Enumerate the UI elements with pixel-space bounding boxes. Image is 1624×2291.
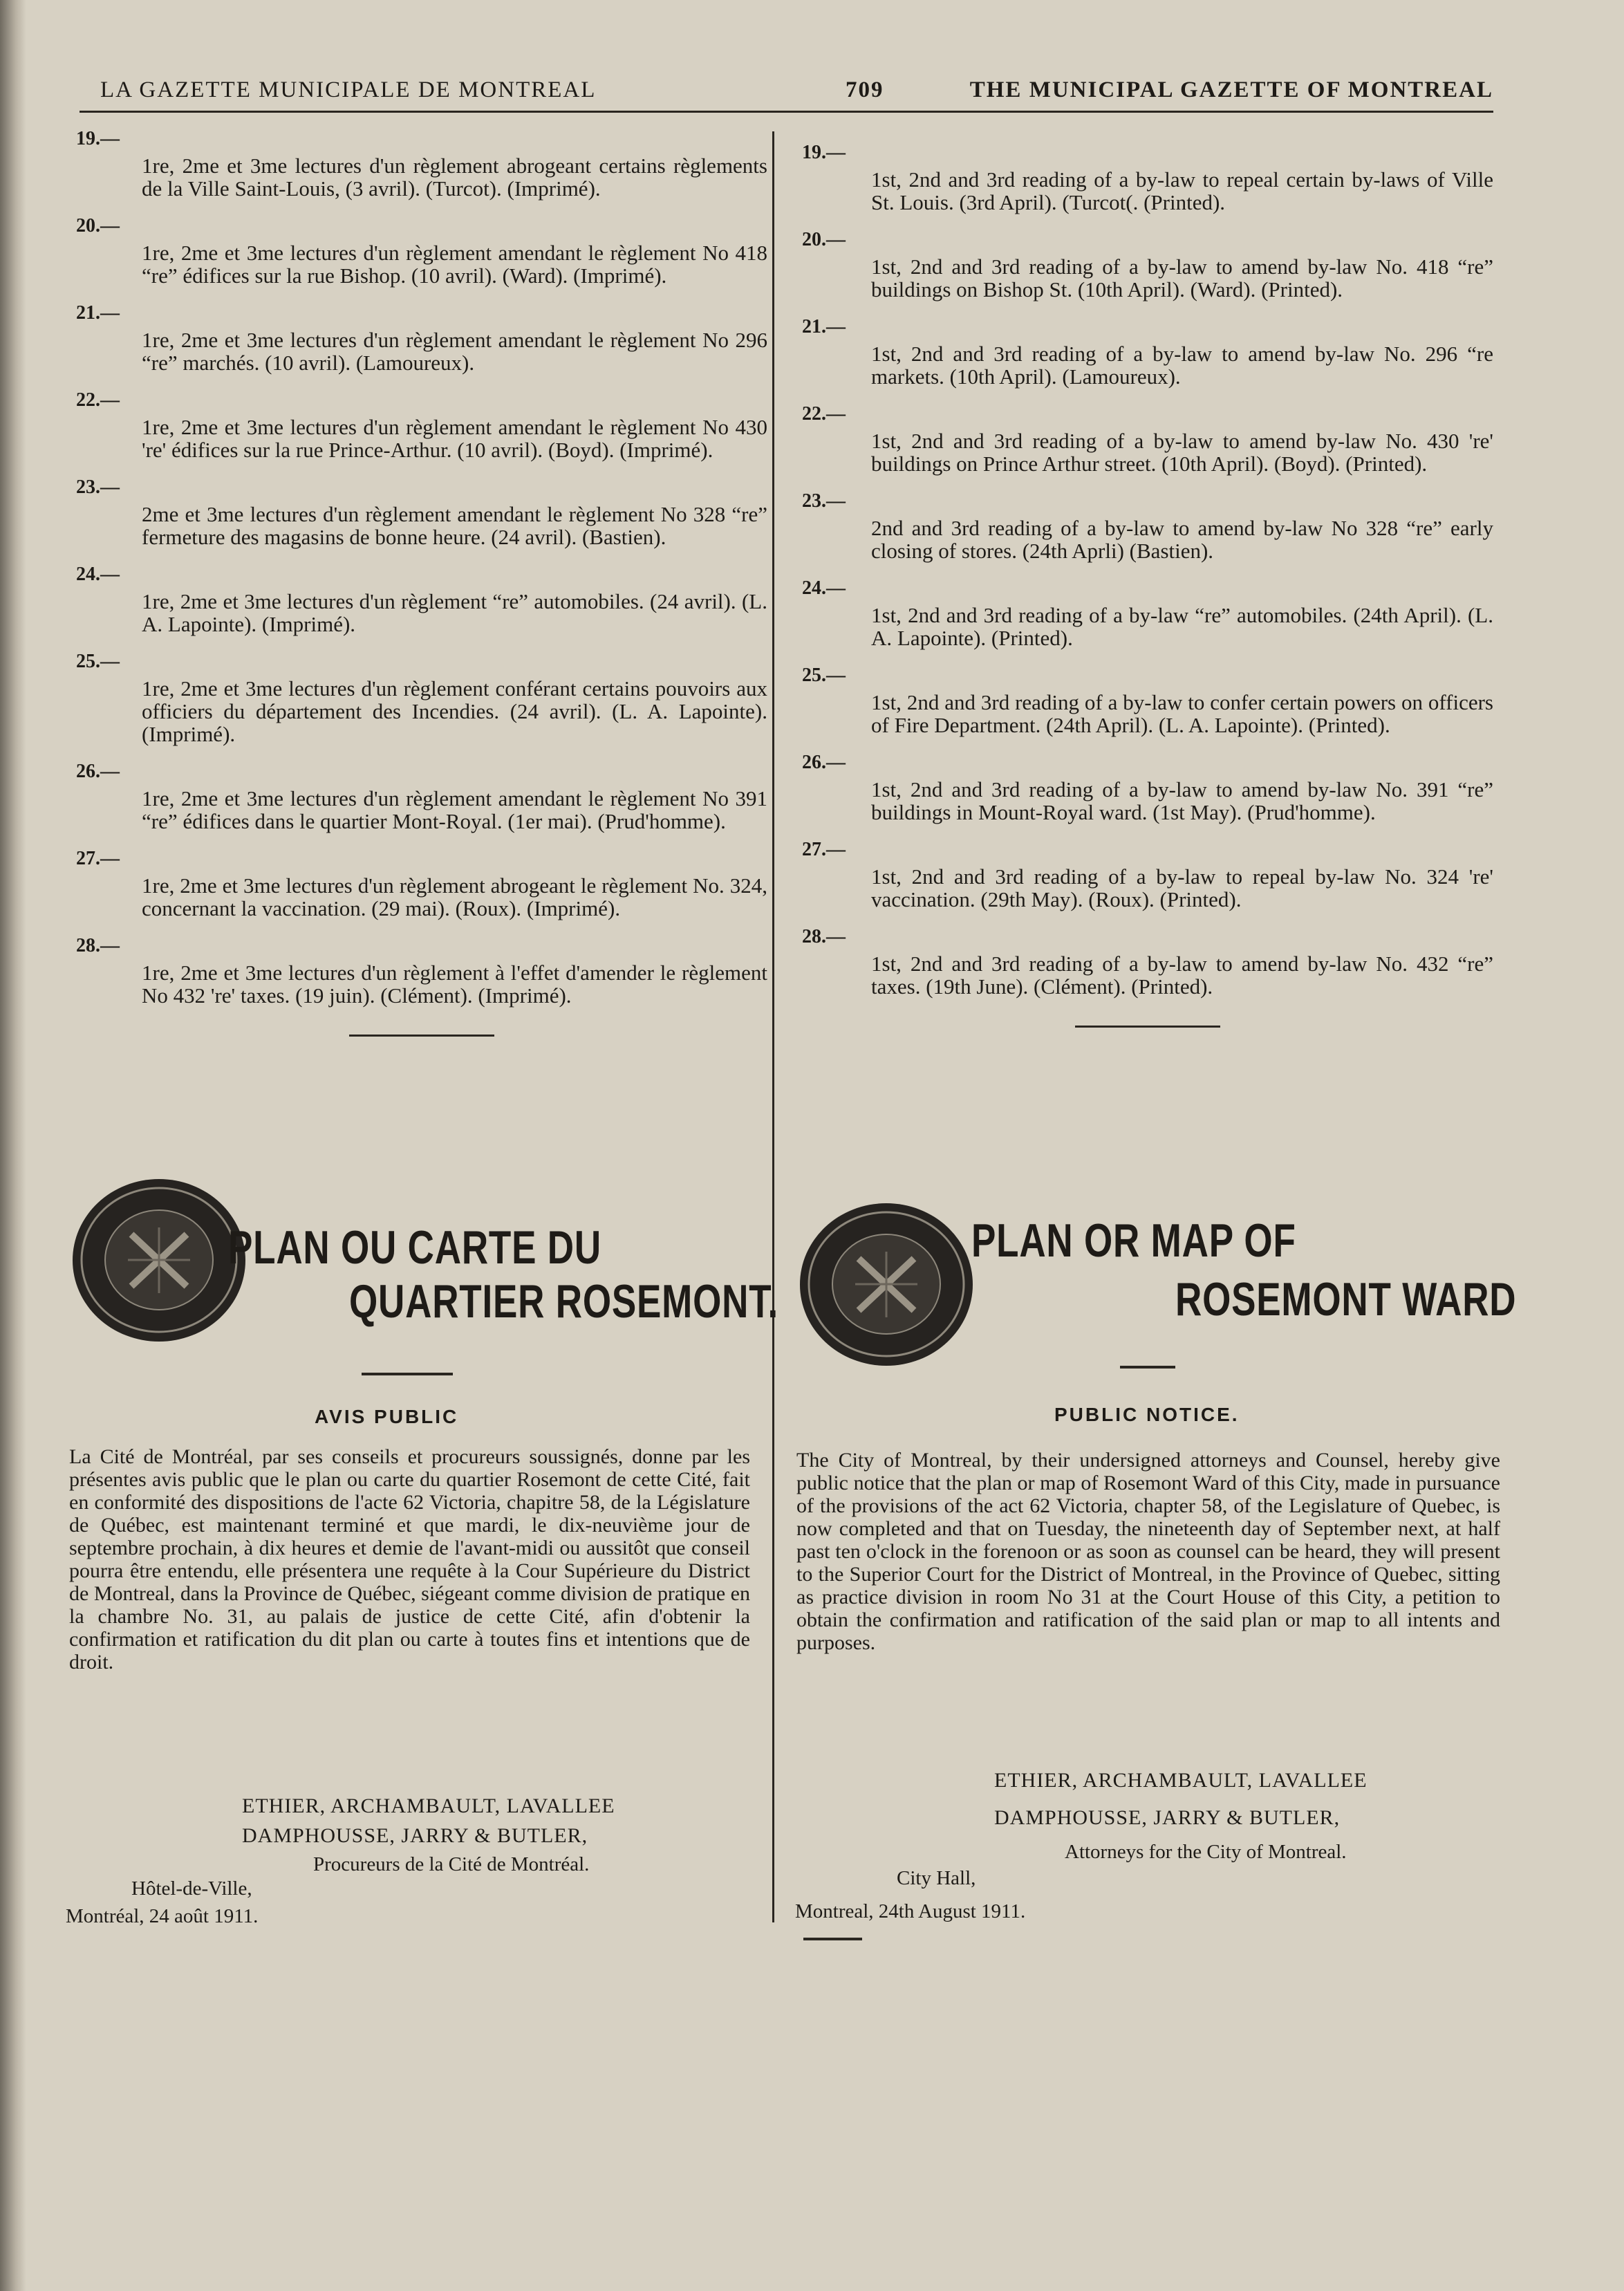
french-signature-line1: ETHIER, ARCHAMBAULT, LAVALLEE (242, 1794, 615, 1817)
list-item: 19.— 1re, 2me et 3me lectures d'un règlement abrogeant certains règlements de la Ville Saint-Louis, (3 avril). (Turcot). (Imprimé). (76, 128, 767, 201)
list-item: 19.— 1st, 2nd and 3rd reading of a by-law to repeal certain by-laws of Ville St. Louis. (3rd April). (Turcot(. (Printed). (802, 142, 1493, 214)
english-signature-title: Attorneys for the City of Montreal. (1065, 1841, 1347, 1863)
heading-rule (1120, 1366, 1175, 1369)
page-number: 709 (846, 77, 884, 102)
french-bylaw-list (76, 128, 767, 1050)
english-notice-body: The City of Montreal, by their undersigned attorneys and Counsel, hereby give public notice that the plan or map of Rosemont Ward of this City, made in pursuance of the provisions of the act 62 Victoria, chapter 58, of the Legislature of Quebec, is now completed and that on Tuesday, the nineteenth day of September next, at half past ten o'clock in the forenoon or as soon as counsel can be heard, they will present to the Superior Court for the District of Montreal, in the Province of Quebec, sitting as practice division in room No 31 at the Court House of this City, a petition to obtain the confirmation and ratification of the said plan or map to all intents and purposes. (796, 1449, 1500, 1654)
french-notice-heading-line2: QUARTIER ROSEMONT. (349, 1275, 779, 1328)
list-item: 25.— 1re, 2me et 3me lectures d'un règlement conférant certains pouvoirs aux officiers du département des Incendies. (24 avril). (L. A. Lapointe). (Imprimé). (76, 651, 767, 746)
heading-rule (362, 1373, 453, 1375)
list-item: 23.— 2me et 3me lectures d'un règlement amendant le règlement No 328 “re” fermeture des magasins de bonne heure. (24 avril). (Bastien). (76, 476, 767, 549)
list-item: 22.— 1st, 2nd and 3rd reading of a by-law to amend by-law No. 430 're' buildings on Prince Arthur street. (10th April). (Boyd). (Printed). (802, 403, 1493, 476)
english-bylaw-list (802, 142, 1493, 1041)
list-item: 27.— 1st, 2nd and 3rd reading of a by-law to repeal by-law No. 324 're' vaccination. (29th May). (Roux). (Printed). (802, 839, 1493, 911)
french-date: Montréal, 24 août 1911. (66, 1905, 259, 1927)
english-place: City Hall, (897, 1867, 976, 1889)
list-item: 22.— 1re, 2me et 3me lectures d'un règlement amendant le règlement No 430 're' édifices sur la rue Prince-Arthur. (10 avril). (Boyd). (Imprimé). (76, 389, 767, 462)
list-item: 21.— 1st, 2nd and 3rd reading of a by-law to amend by-law No. 296 “re markets. (10th April). (Lamoureux). (802, 316, 1493, 389)
list-item: 23.— 2nd and 3rd reading of a by-law to amend by-law No 328 “re” early closing of stores. (24th Aprli) (Bastien). (802, 490, 1493, 563)
section-rule (349, 1035, 494, 1037)
header-english-title: THE MUNICIPAL GAZETTE OF MONTREAL (969, 77, 1493, 102)
french-notice-title: AVIS PUBLIC (315, 1406, 459, 1427)
english-notice-heading-line2: ROSEMONT WARD (1175, 1273, 1517, 1326)
binding-shadow (0, 0, 26, 2291)
list-item: 20.— 1re, 2me et 3me lectures d'un règlement amendant le règlement No 418 “re” édifices sur la rue Bishop. (10 avril). (Ward). (Imprimé). (76, 215, 767, 288)
city-seal-icon (73, 1179, 245, 1342)
french-place: Hôtel-de-Ville, (131, 1877, 252, 1900)
list-item: 28.— 1re, 2me et 3me lectures d'un règlement à l'effet d'amender le règlement No 432 're' taxes. (19 juin). (Clément). (Imprimé). (76, 935, 767, 1008)
list-item: 26.— 1re, 2me et 3me lectures d'un règlement amendant le règlement No 391 “re” édifices dans le quartier Mont-Royal. (1er mai). (Prud'homme). (76, 761, 767, 833)
english-date: Montreal, 24th August 1911. (795, 1900, 1026, 1922)
english-notice-heading-line1: PLAN OR MAP OF (971, 1214, 1296, 1267)
section-rule (1075, 1026, 1220, 1028)
page-header (80, 69, 1493, 113)
list-item: 25.— 1st, 2nd and 3rd reading of a by-law to confer certain powers on officers of Fire Department. (24th April). (L. A. Lapointe). (Printed). (802, 665, 1493, 737)
list-item: 24.— 1re, 2me et 3me lectures d'un règlement “re” automobiles. (24 avril). (L. A. Lapointe). (Imprimé). (76, 564, 767, 636)
list-item: 27.— 1re, 2me et 3me lectures d'un règlement abrogeant le règlement No. 324, concernant la vaccination. (29 mai). (Roux). (Imprimé). (76, 848, 767, 920)
list-item: 24.— 1st, 2nd and 3rd reading of a by-law “re” automobiles. (24th April). (L. A. Lapointe). (Printed). (802, 577, 1493, 650)
list-item: 20.— 1st, 2nd and 3rd reading of a by-law to amend by-law No. 418 “re” buildings on Bishop St. (10th April). (Ward). (Printed). (802, 229, 1493, 302)
french-signature-title: Procureurs de la Cité de Montréal. (313, 1853, 590, 1875)
column-divider (772, 131, 774, 1922)
list-item: 21.— 1re, 2me et 3me lectures d'un règlement amendant le règlement No 296 “re” marchés. (10 avril). (Lamoureux). (76, 302, 767, 375)
english-notice-title: PUBLIC NOTICE. (1054, 1404, 1240, 1425)
english-signature-line2: DAMPHOUSSE, JARRY & BUTLER, (994, 1806, 1341, 1829)
list-item: 26.— 1st, 2nd and 3rd reading of a by-law to amend by-law No. 391 “re” buildings in Mount-Royal ward. (1st May). (Prud'homme). (802, 752, 1493, 824)
city-seal-icon (800, 1203, 973, 1366)
english-signature-line1: ETHIER, ARCHAMBAULT, LAVALLEE (994, 1769, 1368, 1792)
french-notice-body: La Cité de Montréal, par ses conseils et procureurs soussignés, donne par les présentes avis public que le plan ou carte du quartier Rosemont de cette Cité, fait en conformité des dispositions de l'acte 62 Victoria, chapitre 58, de la Législature de Québec, est maintenant terminé et que mardi, le dix-neuvième jour de septembre prochain, à dix heures et demie de l'avant-midi ou aussitôt que conseil pourra être entendu, elle présentera une requête à la Cour Supérieure du District de Montreal, dans la Province de Québec, siégeant comme division de pratique en la chambre No. 31, au palais de justice de cette Cité, afin d'obtenir la confirmation et ratification du dit plan ou carte à toutes fins et intentions que de droit. (69, 1445, 750, 1673)
header-french-title: LA GAZETTE MUNICIPALE DE MONTREAL (100, 77, 597, 102)
end-rule (803, 1938, 862, 1940)
french-signature-line2: DAMPHOUSSE, JARRY & BUTLER, (242, 1824, 588, 1847)
list-item: 28.— 1st, 2nd and 3rd reading of a by-law to amend by-law No. 432 “re” taxes. (19th June). (Clément). (Printed). (802, 926, 1493, 999)
french-notice-heading-line1: PLAN OU CARTE DU (228, 1221, 601, 1274)
